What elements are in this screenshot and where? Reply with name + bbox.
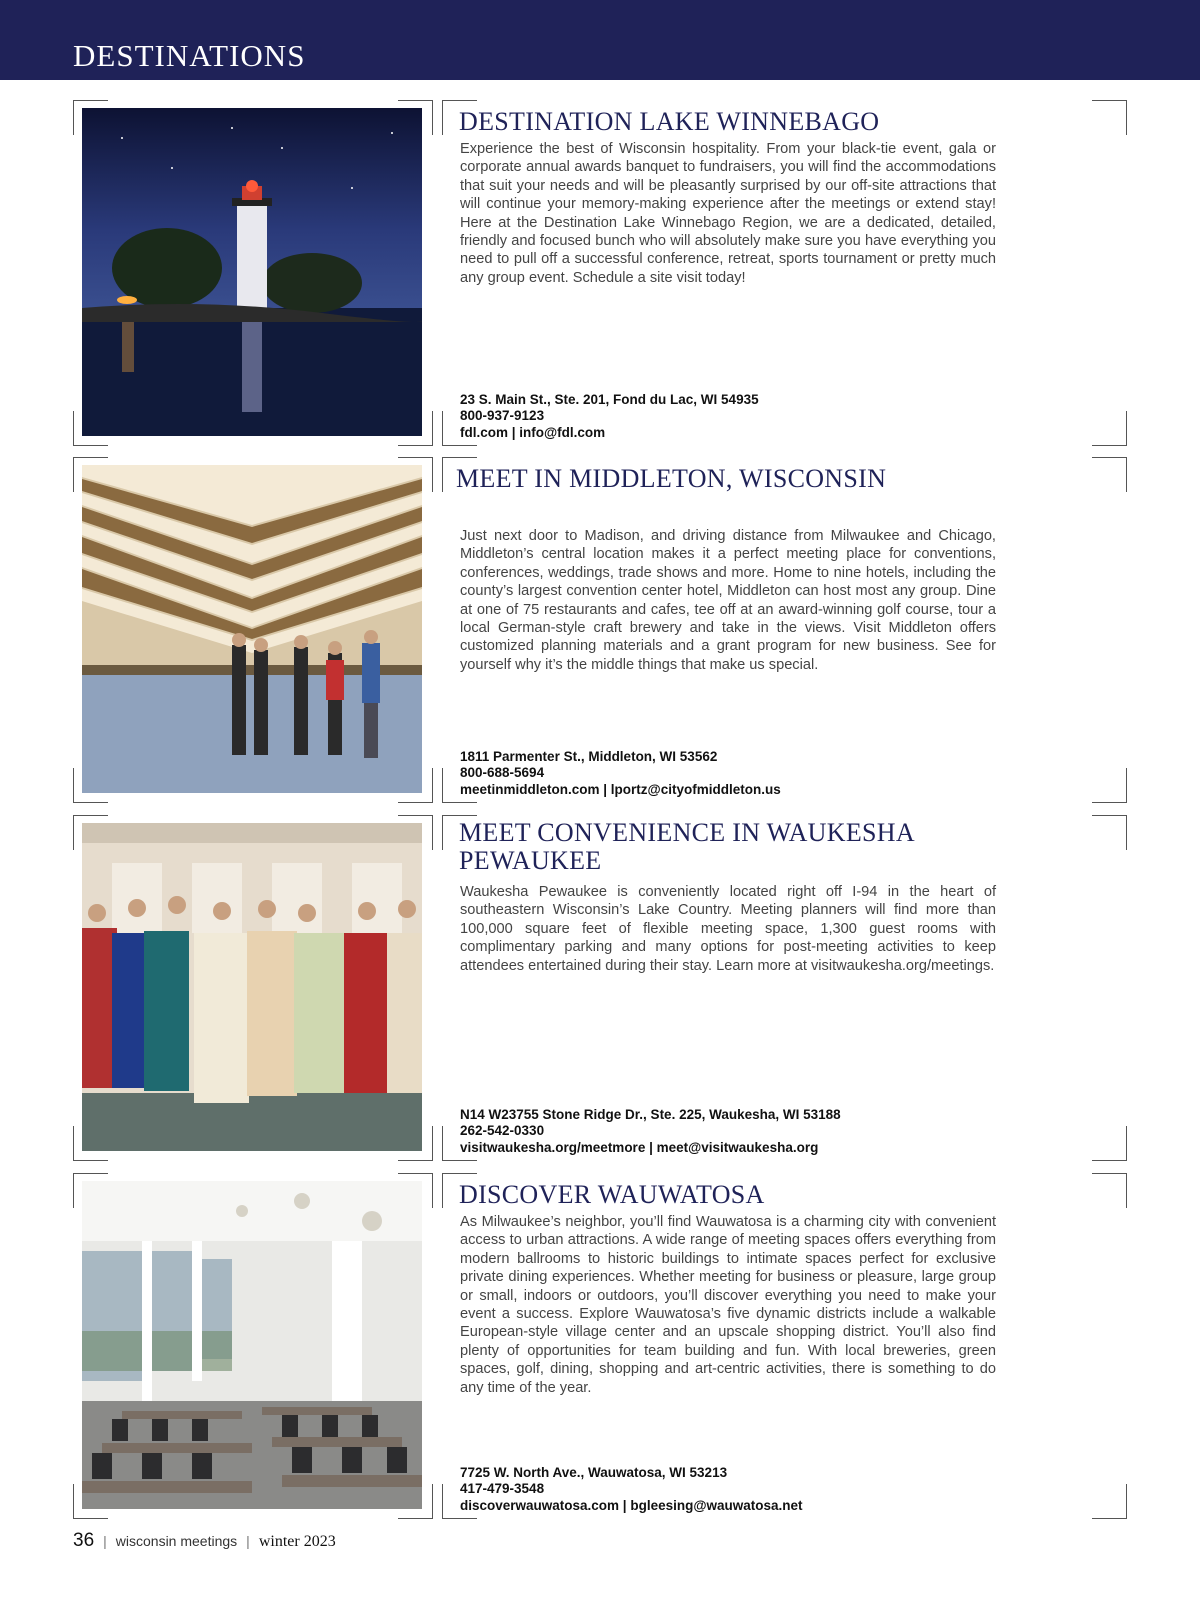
publication-name: wisconsin meetings xyxy=(115,1533,238,1549)
web-email: meetinmiddleton.com | lportz@cityofmiddleton.us xyxy=(460,781,781,797)
group-with-blankets-illustration xyxy=(82,823,422,1151)
listing-lake-winnebago xyxy=(0,100,1200,445)
lighthouse-night-illustration xyxy=(82,108,422,436)
listing-title: DESTINATION LAKE WINNEBAGO xyxy=(459,107,880,136)
listing-wauwatosa xyxy=(0,1173,1200,1518)
meeting-room-photo xyxy=(82,1181,422,1509)
footer-divider: | xyxy=(246,1533,250,1549)
address: 23 S. Main St., Ste. 201, Fond du Lac, WI 54935 xyxy=(460,391,759,407)
listing-title: MEET IN MIDDLETON, WISCONSIN xyxy=(456,464,887,493)
web-email: discoverwauwatosa.com | bgleesing@wauwatosa.net xyxy=(460,1497,803,1513)
address: N14 W23755 Stone Ridge Dr., Ste. 225, Waukesha, WI 53188 xyxy=(460,1106,841,1122)
phone: 262-542-0330 xyxy=(460,1123,545,1139)
web-email: fdl.com | info@fdl.com xyxy=(460,424,606,440)
page-footer xyxy=(73,1530,336,1554)
hotel-atrium-illustration xyxy=(82,465,422,793)
meeting-room-illustration xyxy=(82,1181,422,1509)
contact-block xyxy=(460,1465,1020,1514)
address: 1811 Parmenter St., Middleton, WI 53562 xyxy=(460,748,718,764)
blankets-photo xyxy=(82,823,422,1151)
frame-corner xyxy=(1092,1173,1127,1208)
page-number: 36 xyxy=(73,1530,95,1551)
listing-title: DISCOVER WAUWATOSA xyxy=(459,1180,765,1209)
listing-description: Just next door to Madison, and driving distance from Milwaukee and Chicago, Middleton’s central location makes it a perfect meeting place for conventions, conferences, weddings, trade shows and more. Home to nine hotels, including the county’s largest convention center hotel, Middleton can host most any group. Dine at one of 75 restaurants and cafes, tee off at an award-winning golf course, tour a local German-style craft brewery and take in the views. Visit Middleton offers customized planning materials and a grant program for new business. See for yourself why it’s the middle things that make us special. xyxy=(460,528,996,673)
issue-label: winter 2023 xyxy=(258,1533,336,1550)
phone: 417-479-3548 xyxy=(460,1481,545,1497)
listing-description: Waukesha Pewaukee is conveniently located right off I-94 in the heart of southeastern Wisconsin’s Lake Country. Meeting planners will find more than 100,000 square feet of flexible meeting space, 1,300 guest rooms with complimentary parking and many options for post-meeting activities to keep attendees entertained during their stay. Learn more at visitwaukesha.org/meetings. xyxy=(460,884,996,974)
web-email: visitwaukesha.org/meetmore | meet@visitwaukesha.org xyxy=(460,1139,819,1155)
frame-corner xyxy=(1092,768,1127,803)
listing-waukesha xyxy=(0,815,1200,1160)
contact-block xyxy=(460,749,1020,798)
phone: 800-688-5694 xyxy=(460,765,545,781)
frame-corner xyxy=(1092,1484,1127,1519)
listing-title: MEET CONVENIENCE IN WAUKESHA PEWAUKEE xyxy=(459,818,914,875)
address: 7725 W. North Ave., Wauwatosa, WI 53213 xyxy=(460,1464,728,1480)
contact-block xyxy=(460,392,1020,441)
frame-corner xyxy=(1092,100,1127,135)
listing-description: As Milwaukee’s neighbor, you’ll find Wauwatosa is a charming city with convenient access to urban attractions. A wide range of meeting spaces offers everything from modern ballrooms to historic buildings to intimate spaces perfect for exclusive private dining experiences. Whether meeting for business or pleasure, large group or small, indoors or outdoors, you’ll discover everything you need to make your event a success. Explore Wauwatosa’s five dynamic districts include a walkable European-style village center and an upscale shopping district. You’ll also find plenty of opportunities for team building and fun. With local breweries, green spaces, golf, dining, shopping and art-centric activities, there is something to do any time of the year. xyxy=(460,1214,996,1396)
listing-middleton xyxy=(0,457,1200,802)
frame-corner xyxy=(1092,411,1127,446)
listing-description: Experience the best of Wisconsin hospitality. From your black-tie event, gala or corporate annual awards banquet to fundraisers, you will find the accommodations that suit your needs and will be pleasantly surprised by our off-site attractions that will continue your memory-making experience after the meetings or extend stay! Here at the Destination Lake Winnebago Region, we are a dedicated, detailed, friendly and focused bunch who will absolutely make sure you have everything you need to pull off a successful conference, retreat, sports tournament or pretty much any group event. Schedule a site visit today! xyxy=(460,141,996,286)
atrium-photo xyxy=(82,465,422,793)
lighthouse-photo xyxy=(82,108,422,436)
frame-corner xyxy=(1092,1126,1127,1161)
frame-corner xyxy=(1092,457,1127,492)
footer-divider: | xyxy=(103,1533,107,1549)
frame-corner xyxy=(1092,815,1127,850)
header-bar xyxy=(0,0,1200,80)
section-label: DESTINATIONS xyxy=(73,38,306,73)
contact-block xyxy=(460,1107,1020,1156)
phone: 800-937-9123 xyxy=(460,408,545,424)
